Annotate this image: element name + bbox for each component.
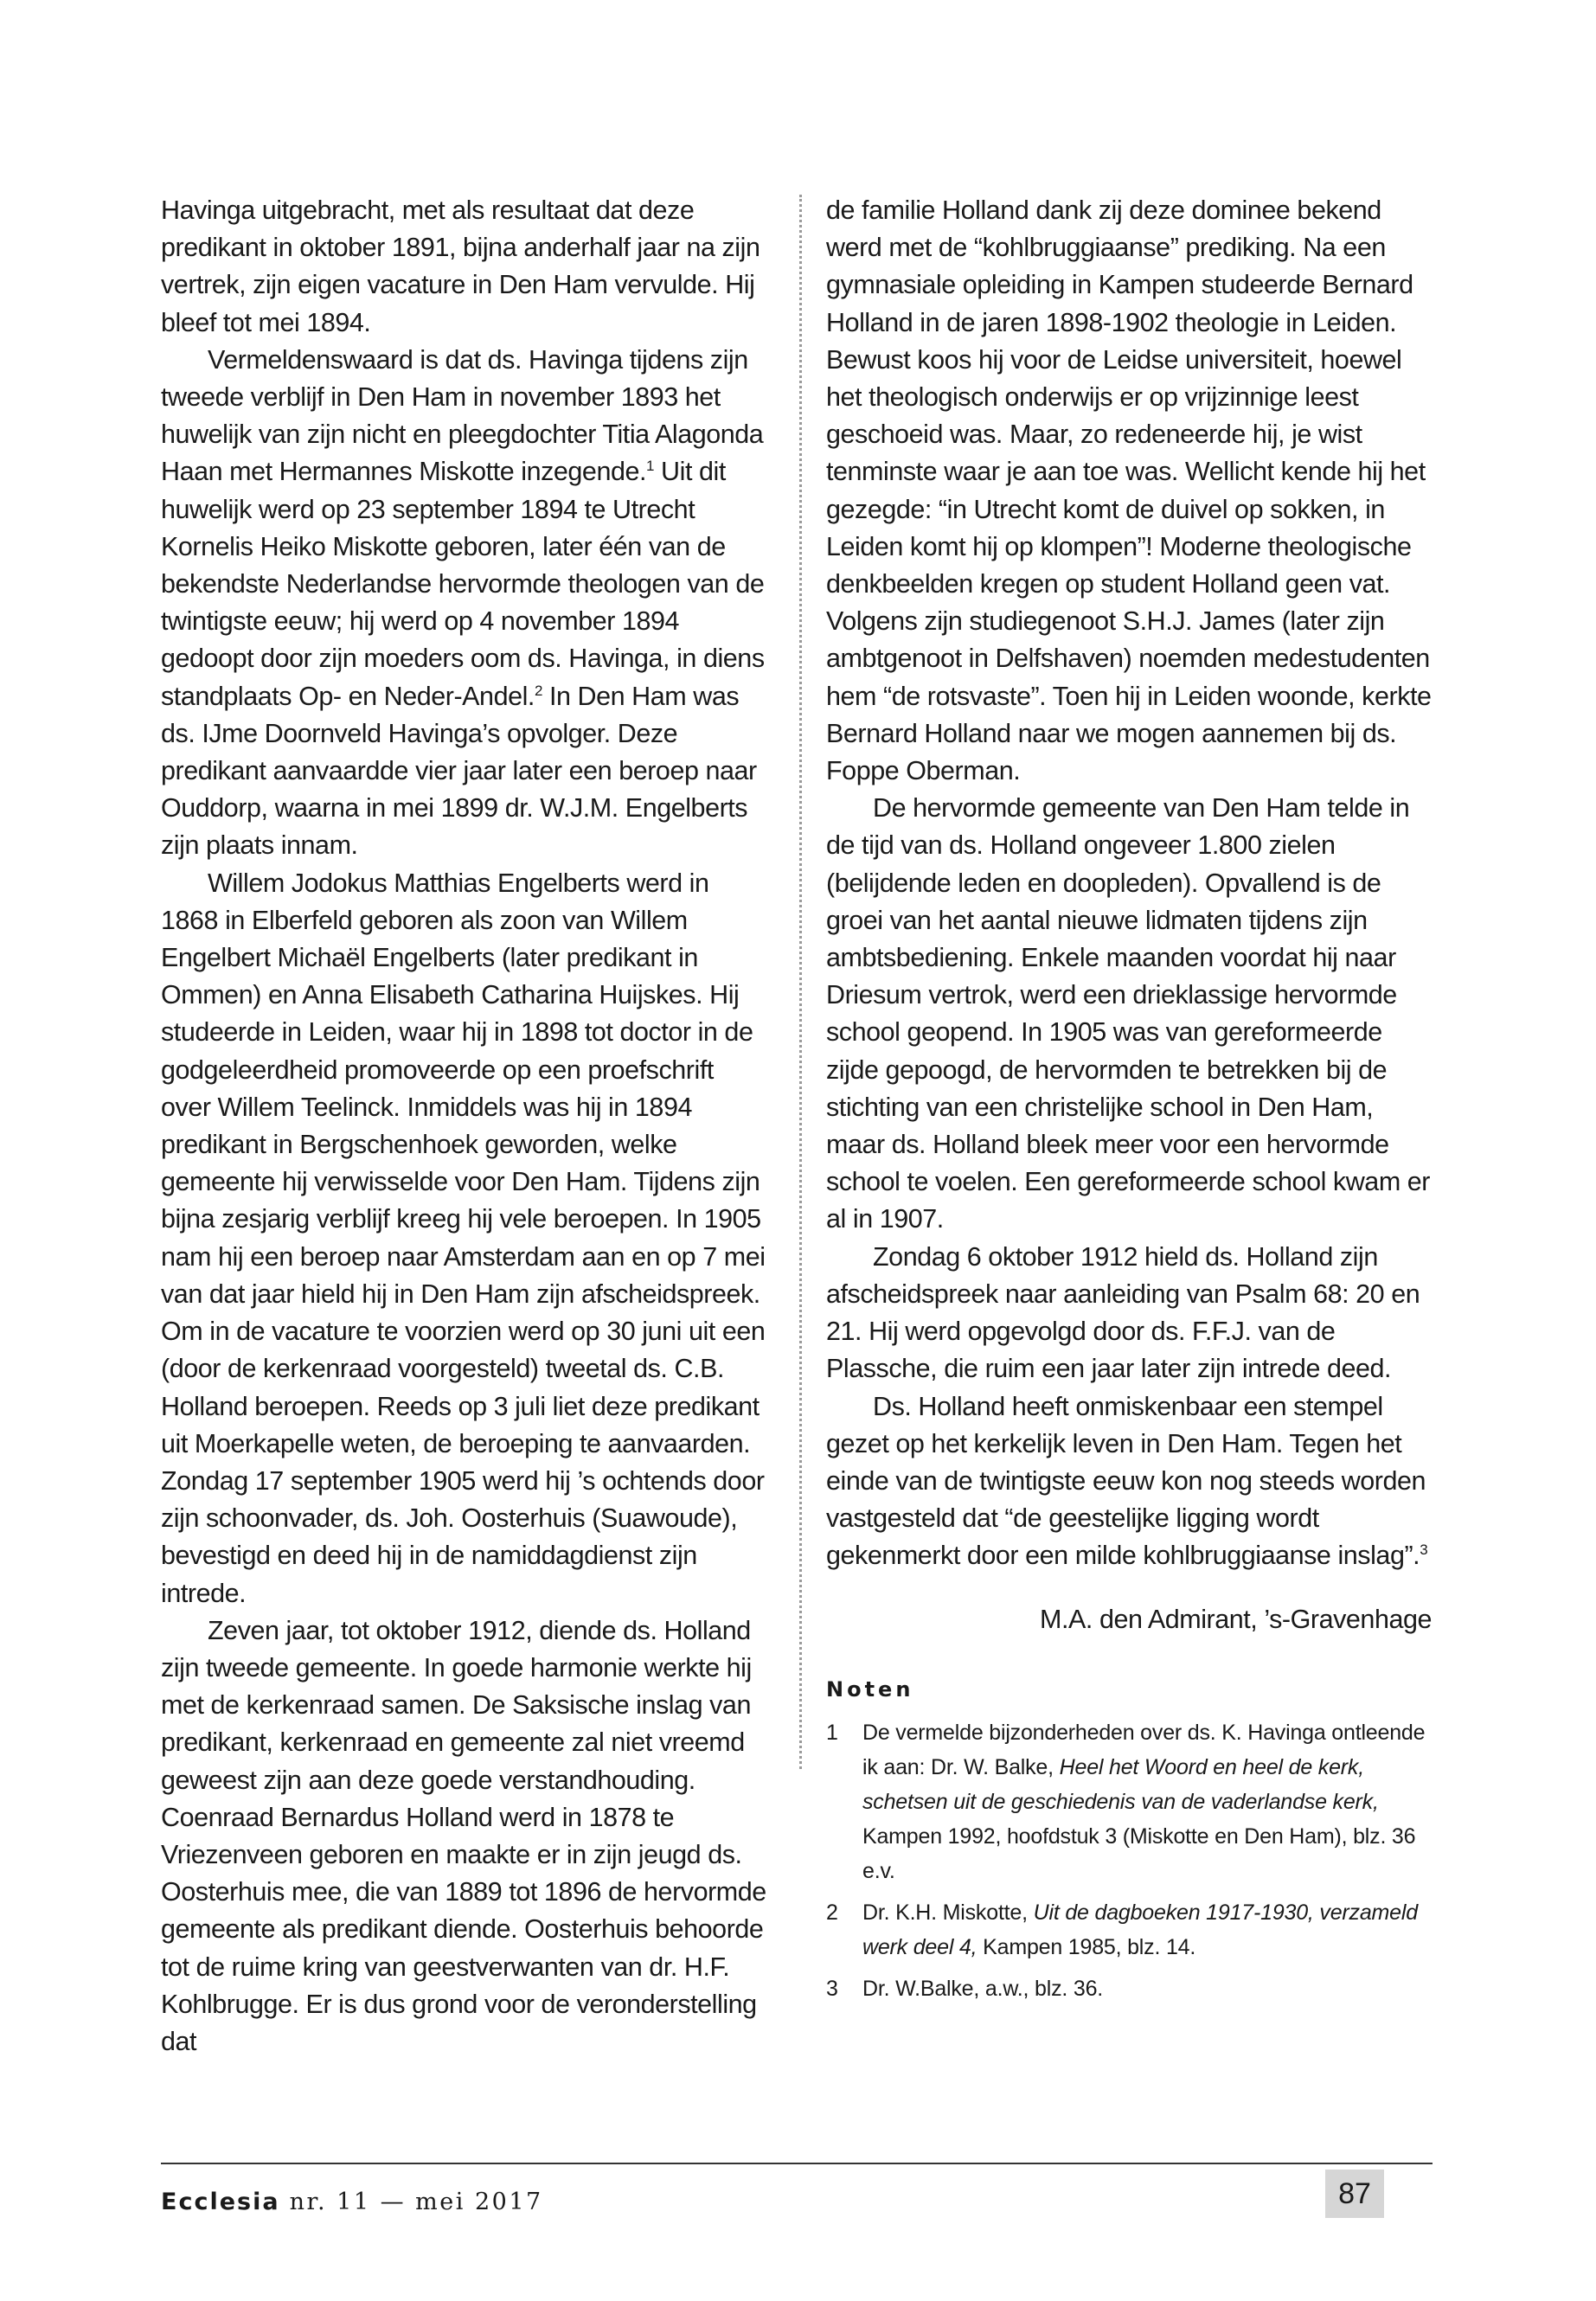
paragraph: Zondag 6 oktober 1912 hield ds. Holland zijn afscheidspreek naar aanleiding van Psalm 68: 20 en 21. Hij werd opgevolgd door ds. F.F.J. van de Plassche, die ruim een jaar later zijn intrede deed.	[826, 1241, 1420, 1384]
page-number: 87	[1325, 2170, 1384, 2218]
paragraph-text: Uit dit huwelijk werd op 23 september 1894 te Utrecht Kornelis Heiko Miskotte geboren, later één van de bekendste Nederlandse hervormde theologen van de twintigste eeuw; hij werd op 4 november 1894 gedoopt door zijn moeders oom ds. Havinga, in diens standplaats Op- en Neder-Andel.	[161, 457, 765, 711]
note-text-plain: Kampen 1985, blz. 14.	[977, 1934, 1196, 1959]
note-title: Heel het Woord en heel de kerk, schetsen uit de geschiedenis van de vaderlandse kerk,	[862, 1754, 1379, 1814]
paragraph: de familie Holland dank zij deze dominee bekend werd met de “kohlbruggiaanse” prediking. Na een gymnasiale opleiding in Kampen studeerde Bernard Holland in de jaren 1898-1902 theologie in Leiden. Bewust koos hij voor de Leidse universiteit, hoewel het theologisch onderwijs er op vrijzinnige leest geschoeid was. Maar, zo redeneerde hij, je wist tenminste waar je aan toe was. Wellicht kende hij het gezegde: “in Utrecht komt de duivel op sokken, in Leiden komt hij op klompen”! Moderne theologische denkbeelden kregen op student Holland geen vat. Volgens zijn studiegenoot S.H.J. James (later zijn ambtgenoot in Delfshaven) noemden medestudenten hem “de rotsvaste”. Toen hij in Leiden woonde, kerkte Bernard Holland naar we mogen aannemen bij ds. Foppe Oberman.	[826, 195, 1432, 786]
note-item	[826, 1715, 1432, 1888]
note-item	[826, 1971, 1432, 2006]
footnote-ref: 1	[646, 458, 655, 475]
note-text	[862, 1715, 1432, 1888]
footer-rule	[161, 2163, 1433, 2164]
note-title: Uit de dagboeken 1917-1930, verzameld werk deel 4,	[862, 1900, 1418, 1959]
note-text-plain: De vermelde bijzonderheden over ds. K. Havinga ontleende ik aan: Dr. W. Balke,	[862, 1720, 1426, 1779]
issue-info: nr. 11 — mei 2017	[279, 2189, 543, 2215]
footnote-ref: 2	[534, 682, 542, 699]
paragraph	[161, 342, 766, 865]
note-number: 3	[826, 1976, 838, 2001]
paragraph: De hervormde gemeente van Den Ham telde in de tijd van ds. Holland ongeveer 1.800 zielen (belijdende leden en doopleden). Opvallend is de groei van het aantal nieuwe lidmaten tijdens zijn ambtsbediening. Enkele maanden voordat hij naar Driesum vertrok, werd een drieklassige hervormde school geopend. In 1905 was van gereformeerde zijde gepoogd, de hervormden te betrekken bij de stichting van een christelijke school in Den Ham, maar ds. Holland bleek meer voor een hervormde school te voelen. Een gereformeerde school kwam er al in 1907.	[826, 793, 1431, 1234]
journal-name: Ecclesia	[161, 2189, 280, 2215]
author-signature: M.A. den Admirant, ’s-Gravenhage	[1040, 1604, 1432, 1634]
right-column	[826, 192, 1432, 2013]
note-text-plain: Dr. W.Balke, a.w., blz. 36.	[862, 1976, 1104, 2001]
note-number: 2	[826, 1900, 838, 1925]
column-divider	[799, 195, 802, 1769]
paragraph-text: In Den Ham was ds. IJme Doornveld Havinga’s opvolger. Deze predikant aanvaardde vier jaar later een beroep naar Ouddorp, waarna in mei 1899 dr. W.J.M. Engelberts zijn plaats innam.	[161, 681, 757, 861]
note-text	[862, 1971, 1432, 2006]
notes-heading: Noten	[826, 1676, 914, 1702]
paragraph	[826, 1388, 1432, 1575]
paragraph-text: Vermeldenswaard is dat ds. Havinga tijdens zijn tweede verblijf in Den Ham in november 1893 het huwelijk van zijn nicht en pleegdochter Titia Alagonda Haan met Hermannes Miskotte inzegende.	[161, 344, 764, 487]
note-number: 1	[826, 1720, 838, 1745]
paragraph: Willem Jodokus Matthias Engelberts werd in 1868 in Elberfeld geboren als zoon van Willem Engelbert Michaël Engelberts (later predikant in Ommen) en Anna Elisabeth Catharina Huijskes. Hij studeerde in Leiden, waar hij in 1898 tot doctor in de godgeleerdheid promoveerde op een proefschrift over Willem Teelinck. Inmiddels was hij in 1894 predikant in Bergschenhoek geworden, welke gemeente hij verwisselde voor Den Ham. Tijdens zijn bijna zesjarig verblijf kreeg hij vele beroepen. In 1905 nam hij een beroep naar Amsterdam aan en op 7 mei van dat jaar hield hij in Den Ham zijn afscheidspreek. Om in de vacature te voorzien werd op 30 juni uit een (door de kerkenraad voorgesteld) tweetal ds. C.B. Holland beroepen. Reeds op 3 juli liet deze predikant uit Moerkapelle weten, de beroeping te aanvaarden. Zondag 17 september 1905 werd hij ’s ochtends door zijn schoonvader, ds. Joh. Oosterhuis (Suawoude), bevestigd en deed hij in de namiddagdienst zijn intrede.	[161, 868, 766, 1608]
left-column	[161, 192, 766, 2061]
note-item	[826, 1895, 1432, 1965]
paragraph-text: Ds. Holland heeft onmiskenbaar een stempel gezet op het kerkelijk leven in Den Ham. Tegen het einde van de twintigste eeuw kon nog steeds worden vastgesteld dat “de geestelijke ligging wordt gekenmerkt door een milde kohlbruggiaanse inslag”.	[826, 1391, 1426, 1571]
note-text-plain: Dr. K.H. Miskotte,	[862, 1900, 1034, 1925]
footer-journal-info	[161, 2189, 543, 2215]
note-text	[862, 1895, 1432, 1965]
paragraph: Zeven jaar, tot oktober 1912, diende ds. Holland zijn tweede gemeente. In goede harmonie werkte hij met de kerkenraad samen. De Saksische inslag van predikant, kerkenraad en gemeente zal niet vreemd geweest zijn aan deze goede verstandhouding. Coenraad Bernardus Holland werd in 1878 te Vriezenveen geboren en maakte er in zijn jeugd ds. Oosterhuis mee, die van 1889 tot 1896 de hervormde gemeente als predikant diende. Oosterhuis behoorde tot de ruime kring van geestverwanten van dr. H.F. Kohlbrugge. Er is dus grond voor de veronderstelling dat	[161, 1615, 766, 2056]
paragraph: Havinga uitgebracht, met als resultaat dat deze predikant in oktober 1891, bijna anderhalf jaar na zijn vertrek, zijn eigen vacature in Den Ham vervulde. Hij bleef tot mei 1894.	[161, 195, 760, 337]
footnote-ref: 3	[1420, 1541, 1428, 1559]
note-text-plain: Kampen 1992, hoofdstuk 3 (Miskotte en Den Ham), blz. 36 e.v.	[862, 1823, 1416, 1883]
notes-list	[826, 1715, 1432, 2006]
